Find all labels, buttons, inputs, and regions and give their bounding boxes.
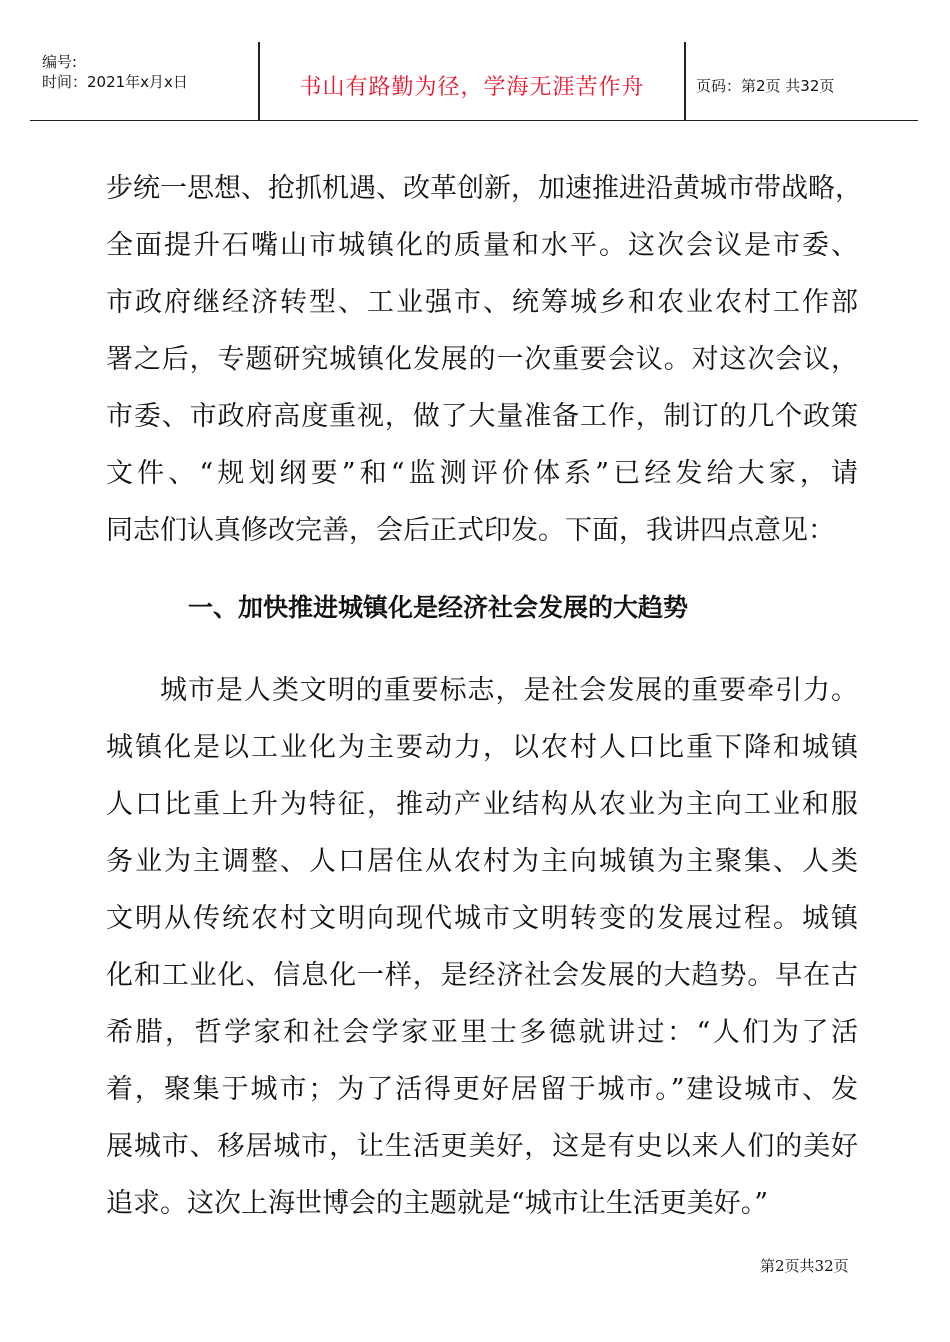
header-motto: 书山有路勤为径，学海无涯苦作舟 <box>299 75 645 100</box>
text-line: 文件、“规划纲要”和“监测评价体系”已经发给大家，请 <box>106 458 858 489</box>
serial-label: 编号: <box>42 53 78 71</box>
text-line: 展城市、移居城市，让生活更美好，这是有史以来人们的美好 <box>106 1131 858 1162</box>
header-page-code: 页码：第2页 共32页 <box>696 77 835 95</box>
text-line: 人口比重上升为特征，推动产业结构从农业为主向工业和服 <box>106 789 858 820</box>
page-header <box>30 42 918 121</box>
text-line: 全面提升石嘴山市城镇化的质量和水平。这次会议是市委、 <box>106 230 858 261</box>
text-line: 希腊，哲学家和社会学家亚里士多德就讲过：“人们为了活 <box>106 1017 858 1048</box>
text-line: 城市是人类文明的重要标志，是社会发展的重要牵引力。 <box>160 675 858 706</box>
text-line: 追求。这次上海世博会的主题就是“城市让生活更美好。” <box>106 1188 769 1219</box>
text-line: 务业为主调整、人口居住从农村为主向城镇为主聚集、人类 <box>106 846 858 877</box>
date-line: 时间：2021年x月x日 <box>42 73 188 91</box>
section-heading: 一、加快推进城镇化是经济社会发展的大趋势 <box>188 593 689 622</box>
text-line: 同志们认真修改完善，会后正式印发。下面，我讲四点意见： <box>106 515 835 546</box>
document-body <box>106 160 862 1232</box>
text-line: 署之后，专题研究城镇化发展的一次重要会议。对这次会议， <box>106 344 858 375</box>
header-meta <box>42 52 188 92</box>
text-line: 市委、市政府高度重视，做了大量准备工作，制订的几个政策 <box>106 401 858 432</box>
text-line: 化和工业化、信息化一样，是经济社会发展的大趋势。早在古 <box>106 960 858 991</box>
paragraph-2 <box>106 662 858 1232</box>
text-line: 市政府继经济转型、工业强市、统筹城乡和农业农村工作部 <box>106 287 858 318</box>
text-line: 步统一思想、抢抓机遇、改革创新，加速推进沿黄城市带战略， <box>106 173 862 204</box>
text-line: 着，聚集于城市；为了活得更好居留于城市。”建设城市、发 <box>106 1074 858 1105</box>
header-divider-right <box>684 42 686 120</box>
footer-page-number: 第2页共32页 <box>760 1257 849 1275</box>
paragraph-1 <box>106 160 862 559</box>
text-line: 文明从传统农村文明向现代城市文明转变的发展过程。城镇 <box>106 903 858 934</box>
text-line: 城镇化是以工业化为主要动力，以农村人口比重下降和城镇 <box>106 732 858 763</box>
